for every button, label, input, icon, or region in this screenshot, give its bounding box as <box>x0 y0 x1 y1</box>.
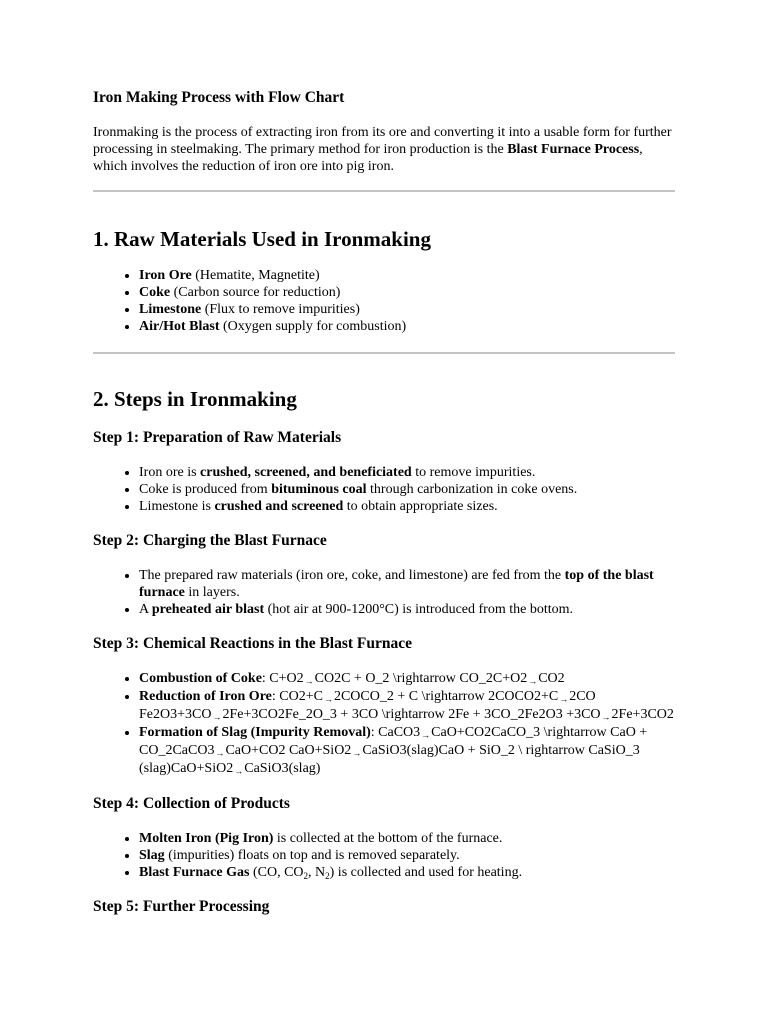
item-text: to obtain appropriate sizes. <box>343 499 498 514</box>
list-item <box>139 464 675 481</box>
list-item <box>139 670 675 688</box>
step-2-list <box>93 567 675 618</box>
list-item <box>139 267 675 284</box>
item-text: through carbonization in coke ovens. <box>366 482 578 497</box>
arrow-icon: → <box>601 712 611 722</box>
item-text: : <box>271 689 280 704</box>
list-item <box>139 864 675 881</box>
item-bold: Molten Iron (Pig Iron) <box>139 831 274 846</box>
section-heading-steps: 2. Steps in Ironmaking <box>93 387 297 411</box>
intro-bold: Blast Furnace Process <box>507 142 640 157</box>
step-4-list <box>93 830 675 881</box>
item-text: ) is collected and used for heating. <box>329 865 523 880</box>
item-text: , N <box>308 865 326 880</box>
list-item <box>139 601 675 618</box>
arrow-icon: → <box>421 730 431 740</box>
list-item <box>139 318 675 335</box>
item-text: (CO, CO <box>249 865 304 880</box>
item-text: (Carbon source for reduction) <box>170 285 341 300</box>
step-1-heading: Step 1: Preparation of Raw Materials <box>93 429 342 446</box>
document-title: Iron Making Process with Flow Chart <box>93 89 345 106</box>
step-3-heading: Step 3: Chemical Reactions in the Blast Furnace <box>93 635 413 652</box>
item-text: in layers. <box>184 585 240 600</box>
list-item <box>139 284 675 301</box>
intro-paragraph <box>93 124 675 175</box>
item-text: : <box>370 725 379 740</box>
arrow-icon: → <box>304 676 314 686</box>
horizontal-rule <box>93 190 675 192</box>
item-text: (Oxygen supply for combustion) <box>219 319 407 334</box>
equation-text: 2Fe+3CO2 <box>611 707 674 722</box>
equation-text: CO2+C <box>279 689 323 704</box>
item-text: is collected at the bottom of the furnace. <box>273 831 503 846</box>
subscript: 2 <box>325 871 330 881</box>
item-text: (hot air at 900-1200°C) is introduced from the bottom. <box>264 602 573 617</box>
list-item <box>139 724 675 778</box>
arrow-icon: → <box>559 694 569 704</box>
item-bold: Reduction of Iron Ore <box>139 689 272 704</box>
equation-text: CaCO3 <box>378 725 421 740</box>
arrow-icon: → <box>212 712 222 722</box>
arrow-icon: → <box>323 694 333 704</box>
item-bold: Coke <box>139 285 171 300</box>
item-text: to remove impurities. <box>411 465 536 480</box>
item-text: Iron ore is <box>139 465 201 480</box>
item-bold: Limestone <box>139 302 202 317</box>
item-text: (Hematite, Magnetite) <box>191 268 320 283</box>
intro-text-2: , which involves the reduction of iron ore into pig iron. <box>93 142 643 174</box>
item-bold: top of the blast furnace <box>139 568 654 600</box>
equation-text: CaSiO3(slag)CaO + SiO_2 \ rightarrow CaSiO_3 (slag)CaO+SiO2 <box>139 743 640 776</box>
arrow-icon: → <box>352 748 362 758</box>
step-3-list <box>93 670 675 778</box>
item-bold: Slag <box>139 848 165 863</box>
step-2-heading: Step 2: Charging the Blast Furnace <box>93 532 327 549</box>
arrow-icon: → <box>528 676 538 686</box>
list-item <box>139 481 675 498</box>
item-text: : <box>261 671 270 686</box>
item-bold: Iron Ore <box>139 268 192 283</box>
intro-text-1: Ironmaking is the process of extracting iron from its ore and converting it into a usable form for further processing in steelmaking. The primary method for iron production is the <box>93 125 672 157</box>
item-text: Limestone is <box>139 499 215 514</box>
item-bold: preheated air blast <box>151 602 265 617</box>
item-text: Coke is produced from <box>139 482 272 497</box>
list-item <box>139 847 675 864</box>
equation-text: CO2 <box>538 671 565 686</box>
equation-text: CaO+CO2 CaO+SiO2 <box>225 743 352 758</box>
item-bold: Combustion of Coke <box>139 671 262 686</box>
list-item <box>139 567 675 601</box>
item-text: The prepared raw materials (iron ore, coke, and limestone) are fed from the <box>139 568 565 583</box>
item-bold: Air/Hot Blast <box>139 319 220 334</box>
equation-text: 2COCO_2 + C \rightarrow 2COCO2+C <box>333 689 559 704</box>
equation-text: CaSiO3(slag) <box>244 761 321 776</box>
equation-text: 2CO Fe2O3+3CO <box>139 689 596 722</box>
equation-text: C+O2 <box>269 671 304 686</box>
list-item <box>139 498 675 515</box>
equation-text: 2Fe+3CO2Fe_2O_3 + 3CO \rightarrow 2Fe + 3CO_2Fe2O3 +3CO <box>222 707 601 722</box>
item-bold: Formation of Slag (Impurity Removal) <box>139 725 371 740</box>
subscript: 2 <box>303 871 309 881</box>
raw-materials-list <box>93 267 675 335</box>
item-bold: bituminous coal <box>271 482 367 497</box>
arrow-icon: → <box>215 748 225 758</box>
list-item <box>139 301 675 318</box>
item-text: (impurities) floats on top and is removed separately. <box>164 848 460 863</box>
step-1-list <box>93 464 675 515</box>
item-bold: crushed and screened <box>214 499 344 514</box>
step-4-heading: Step 4: Collection of Products <box>93 795 290 812</box>
step-5-heading: Step 5: Further Processing <box>93 898 270 915</box>
item-bold: crushed, screened, and beneficiated <box>200 465 412 480</box>
document-content <box>93 86 675 918</box>
list-item <box>139 688 675 724</box>
horizontal-rule <box>93 352 675 354</box>
item-bold: Blast Furnace Gas <box>139 865 250 880</box>
equation-text: CaO+CO2CaCO_3 \rightarrow CaO + CO_2CaCO3 <box>139 725 648 758</box>
item-text: (Flux to remove impurities) <box>201 302 360 317</box>
arrow-icon: → <box>234 766 244 776</box>
equation-text: CO2C + O_2 \rightarrow CO_2C+O2 <box>314 671 528 686</box>
section-heading-raw-materials: 1. Raw Materials Used in Ironmaking <box>93 227 431 251</box>
item-text: A <box>139 602 152 617</box>
list-item <box>139 830 675 847</box>
